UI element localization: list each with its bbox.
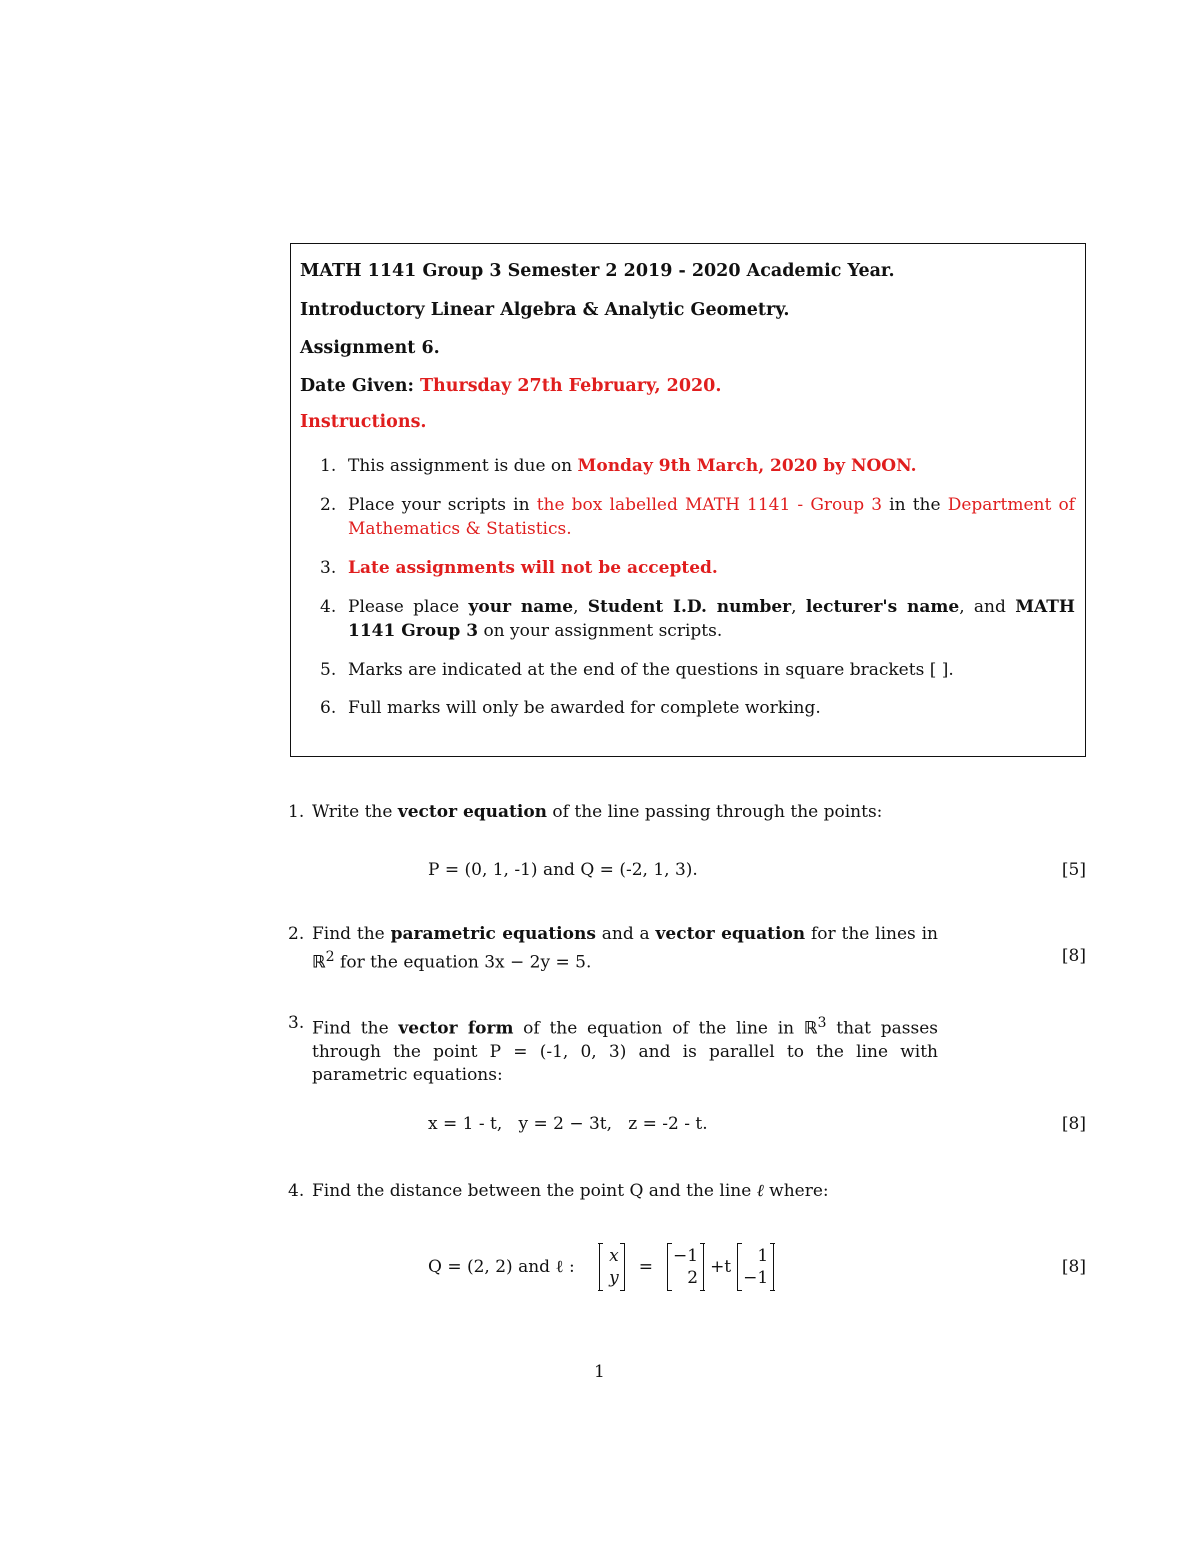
- date-value: Thursday 27th February, 2020.: [420, 376, 722, 396]
- question-1-equation: P = (0, 1, -1) and Q = (-2, 1, 3).: [428, 860, 698, 880]
- vector-point: −1 2: [667, 1243, 704, 1291]
- question-4-mark: [8]: [1061, 1257, 1086, 1277]
- instructions-heading: Instructions.: [300, 412, 427, 432]
- question-4-equation: Q = (2, 2) and ℓ : x y = −1 2 +t 1 −1: [428, 1240, 778, 1294]
- date-label: Date Given:: [300, 376, 414, 396]
- question-1-mark: [5]: [1061, 860, 1086, 880]
- vector-lhs: x y: [599, 1243, 625, 1291]
- question-3-equation: x = 1 - t, y = 2 − 3t, z = -2 - t.: [428, 1114, 708, 1134]
- course-line: MATH 1141 Group 3 Semester 2 2019 - 2020 Academic Year.: [300, 261, 895, 281]
- question-2-mark: [8]: [1061, 946, 1086, 966]
- assignment-line: Assignment 6.: [300, 338, 440, 358]
- date-line: [300, 376, 721, 396]
- page-number: 1: [594, 1362, 605, 1382]
- question-3-mark: [8]: [1061, 1114, 1086, 1134]
- vector-direction: 1 −1: [737, 1243, 774, 1291]
- title-line: Introductory Linear Algebra & Analytic Geometry.: [300, 300, 790, 320]
- instruction-box: MATH 1141 Group 3 Semester 2 2019 - 2020 Academic Year. Introductory Linear Algebra & Analytic Geometry. Assignment 6. Date Given: Thursday 27th February, 2020. Instructions. 1. This assignment is due on Monday 9th March, 2020 by NOON. 2. Place your scripts in the box labelled MATH 1141 - Group 3 in the Department of Mathematics & Statistics. 3. Late assignments will not be accepted. 4. Please place your name, Student I.D. number, lecturer's name, and MATH 1141 Group 3 on your assignment scripts. 5. Marks are indicated at the end of the questions in square brackets [ ]. 6. Full marks will only be awarded for complete working.: [290, 243, 1086, 757]
